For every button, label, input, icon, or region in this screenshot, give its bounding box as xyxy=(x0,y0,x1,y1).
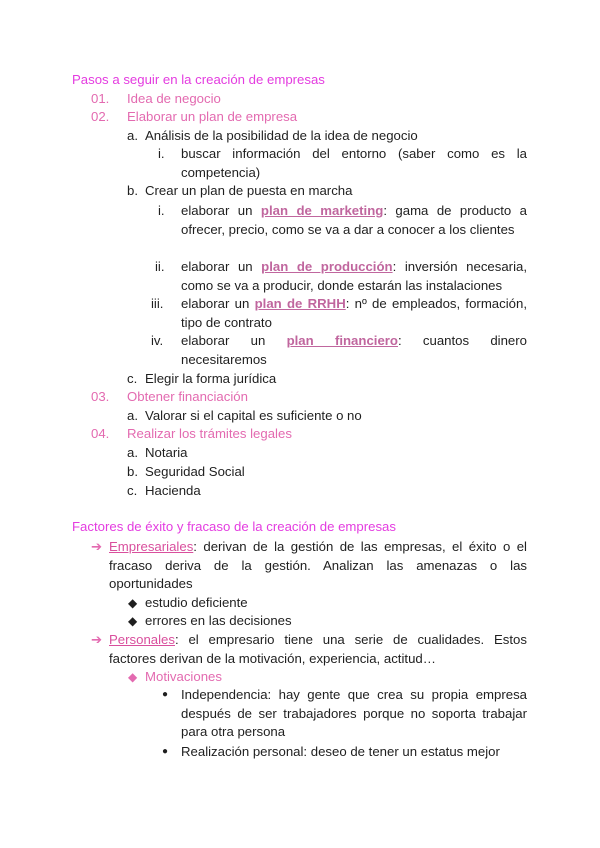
list-item: elaborar un plan de marketing: gama de producto a ofrecer, precio, como se va a dar a conocer a los clientes xyxy=(181,203,527,237)
step-label: Realizar los trámites legales xyxy=(127,426,292,441)
step-number: 02. xyxy=(91,109,110,124)
step-number: 03. xyxy=(91,389,110,404)
list-marker: i. xyxy=(158,203,165,218)
plan-financiero-link[interactable]: plan financiero xyxy=(286,333,398,348)
list-item: errores en las decisiones xyxy=(145,613,292,628)
list-marker: b. xyxy=(127,183,138,198)
diamond-icon: ◆ xyxy=(128,670,138,684)
list-marker: b. xyxy=(127,464,138,479)
list-item: buscar información del entorno (saber como es la competencia) xyxy=(181,146,527,180)
list-item: estudio deficiente xyxy=(145,595,248,610)
diamond-icon: ◆ xyxy=(128,596,138,610)
list-item: Notaria xyxy=(145,445,188,460)
bullet-icon: ● xyxy=(162,746,169,757)
list-marker: iii. xyxy=(151,296,164,311)
list-marker: ii. xyxy=(155,259,165,274)
list-item: Elegir la forma jurídica xyxy=(145,371,277,386)
step-label: Obtener financiación xyxy=(127,389,248,404)
list-item: Análisis de la posibilidad de la idea de negocio xyxy=(145,128,418,143)
list-item: elaborar un plan de producción: inversión necesaria, como se va a producir, donde estarán las instalaciones xyxy=(181,259,527,293)
personales-link[interactable]: Personales xyxy=(109,632,175,647)
list-marker: i. xyxy=(158,146,165,161)
plan-produccion-link[interactable]: plan de producción xyxy=(261,259,393,274)
list-marker: a. xyxy=(127,445,138,460)
list-marker: iv. xyxy=(151,333,164,348)
list-marker: a. xyxy=(127,408,138,423)
step-number: 01. xyxy=(91,91,110,106)
list-marker: c. xyxy=(127,483,138,498)
arrow-icon: ➔ xyxy=(91,632,103,647)
section-title: Factores de éxito y fracaso de la creación de empresas xyxy=(72,519,396,534)
list-item: Motivaciones xyxy=(145,669,222,684)
step-label: Idea de negocio xyxy=(127,91,221,106)
list-item: Personales: el empresario tiene una serie de cualidades. Estos factores derivan de la motivación, experiencia, actitud… xyxy=(109,632,527,666)
list-marker: a. xyxy=(127,128,138,143)
list-item: Realización personal: deseo de tener un estatus mejor xyxy=(181,744,500,759)
bullet-icon: ● xyxy=(162,689,169,700)
arrow-icon: ➔ xyxy=(91,539,103,554)
list-item: Crear un plan de puesta en marcha xyxy=(145,183,353,198)
plan-marketing-link[interactable]: plan de marketing xyxy=(260,203,384,218)
list-item: elaborar un plan de RRHH: nº de empleados, formación, tipo de contrato xyxy=(181,296,527,330)
step-label: Elaborar un plan de empresa xyxy=(127,109,298,124)
section-title: Pasos a seguir en la creación de empresas xyxy=(72,72,325,87)
plan-rrhh-link[interactable]: plan de RRHH xyxy=(254,296,346,311)
list-item: elaborar un plan financiero: cuantos dinero necesitaremos xyxy=(181,333,527,367)
step-number: 04. xyxy=(91,426,110,441)
list-item: Seguridad Social xyxy=(145,464,245,479)
list-item: Independencia: hay gente que crea su propia empresa después de ser trabajadores porque no soporta trabajar para otra persona xyxy=(181,687,527,739)
list-item: Valorar si el capital es suficiente o no xyxy=(145,408,362,423)
list-item: Hacienda xyxy=(145,483,201,498)
list-marker: c. xyxy=(127,371,138,386)
list-item: Empresariales: derivan de la gestión de las empresas, el éxito o el fracaso deriva de la gestión. Analizan las amenazas o las oportunidades xyxy=(109,539,527,591)
diamond-icon: ◆ xyxy=(128,614,138,628)
empresariales-link[interactable]: Empresariales xyxy=(109,539,194,554)
